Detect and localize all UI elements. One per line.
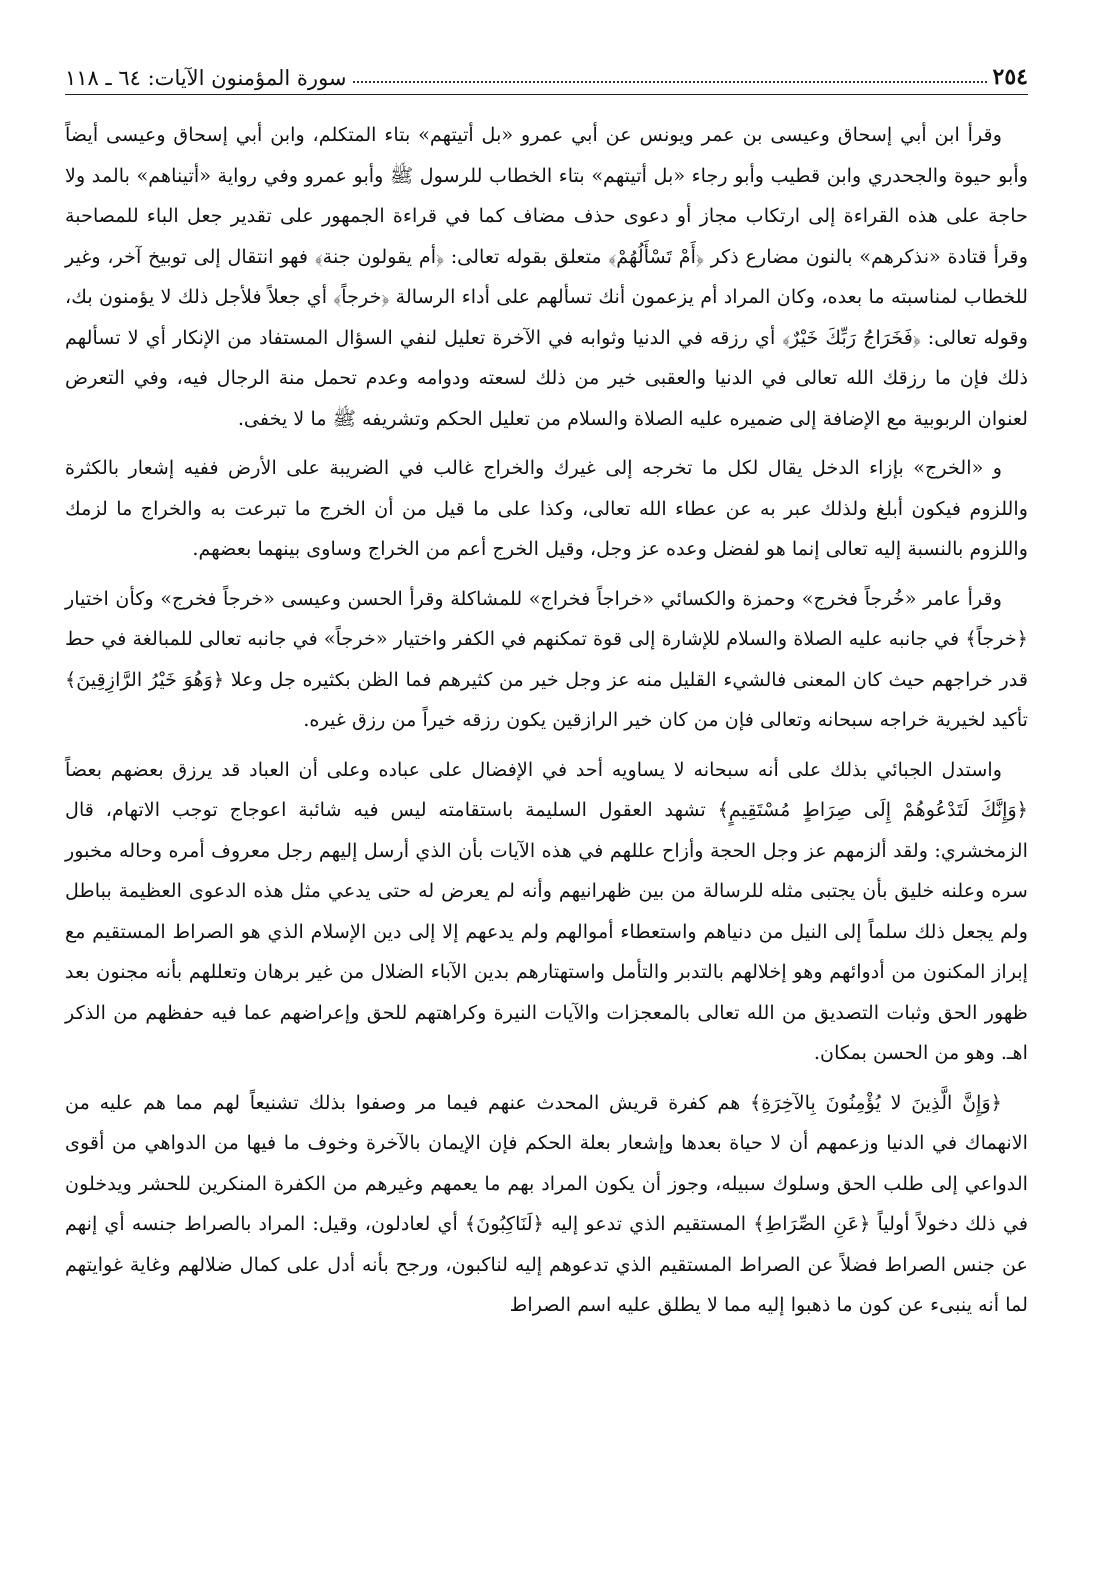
paragraph: ﴿وَإِنَّ الَّذِينَ لا يُؤْمِنُونَ بِالآخِرَةِ﴾ هم كفرة قريش المحدث عنهم فيما مر وصفوا بذلك تشنيعاً لهم مما هم عليه من الانهماك في الدنيا وزعمهم أن لا حياة بعدها وإشعار بعلة الحكم فإن الإيمان بالآخرة وخوف ما فيها من الدواهي من أقوى الدواعي إلى طلب الحق وسلوك سبيله، وجوز أن يكون المراد بهم ما يعمهم وغيرهم من الكفرة المنكرين للحشر ويدخلون في ذلك دخولاً أولياً ﴿عَنِ الصِّرَاطِ﴾ المستقيم الذي تدعو إليه ﴿لَنَاكِبُونَ﴾ أي لعادلون، وقيل: المراد بالصراط جنسه أي إنهم عن جنس الصراط فضلاً عن الصراط المستقيم الذي تدعوهم إليه لناكبون، ورجح بأنه أدل على كمال ضلالهم وغاية غوايتهم لما أنه ينبىء عن كون ما ذهبوا إليه مما لا يطلق عليه اسم الصراط [65, 1090, 1028, 1316]
page-number: ٢٥٤ [992, 64, 1028, 90]
paragraph: وقرأ عامر «خُرجاً فخرج» وحمزة والكسائي «خراجاً فخراج» للمشاكلة وقرأ الحسن وعيسى «خرجاً فخرج» وكأن اختيار ﴿خرجاً﴾ في جانبه عليه الصلاة والسلام للإشارة إلى قوة تمكنهم في الكفر واختيار «خرجاً» في جانبه تعالى للمبالغة في حط قدر خراجهم حيث كان المعنى فالشيء القليل منه عز وجل خير من كثيرهم فما الظن بكثيره جل وعلا ﴿وَهُوَ خَيْرُ الرَّازِقِينَ﴾ تأكيد لخيرية خراجه سبحانه وتعالى فإن من كان خير الرازقين يكون رزقه خيراً من رزق غيره. [65, 586, 1028, 731]
surah-title: سورة المؤمنون الآيات: ٦٤ ـ ١١٨ [65, 66, 347, 90]
dotted-leader [353, 81, 987, 83]
body-text [65, 115, 1028, 1326]
running-header [65, 56, 1028, 95]
book-page [65, 56, 1028, 1554]
paragraph: واستدل الجبائي بذلك على أنه سبحانه لا يساويه أحد في الإفضال على عباده وعلى أن العباد قد يرزق بعضهم بعضاً ﴿وَإِنَّكَ لَتَدْعُوهُمْ إِلَى صِرَاطٍ مُسْتَقِيمٍ﴾ تشهد العقول السليمة باستقامته ليس فيه شائبة اعوجاج توجب الاتهام، قال الزمخشري: ولقد ألزمهم عز وجل الحجة وأزاح عللهم في هذه الآيات بأن الذي أرسل إليهم رجل معروف أمره وحاله مخبور سره وعلنه خليق بأن يجتبى مثله للرسالة من بين ظهرانيهم وأنه لم يعرض له حتى يدعي مثل هذه الدعوى العظيمة بباطل ولم يجعل ذلك سلماً إلى النيل من دنياهم واستعطاء أموالهم ولم يدعهم إلا إلى دين الإسلام الذي هو الصراط المستقيم مع إبراز المكنون من أدوائهم وهو إخلالهم بالتدبر والتأمل واستهتارهم بدين الآباء الضلال من غير برهان وتعللهم بأنه مجنون بعد ظهور الحق وثبات التصديق من الله تعالى بالمعجزات والآيات النيرة وكراهتهم للحق وإعراضهم عما فيه حفظهم من الذكر اهـ. وهو من الحسن بمكان. [65, 757, 1028, 1064]
paragraph: و «الخرج» بإزاء الدخل يقال لكل ما تخرجه إلى غيرك والخراج غالب في الضريبة على الأرض ففيه إشعار بالكثرة واللزوم فيكون أبلغ ولذلك عبر به عن عطاء الله تعالى، وكذا على ما قيل من أن الخرج ما تبرعت به والخراج ما لزمك واللزوم بالنسبة إليه تعالى إنما هو لفضل وعده عز وجل، وقيل الخرج أعم من الخراج وساوى بينهما بعضهم. [65, 456, 1028, 560]
paragraph: وقرأ ابن أبي إسحاق وعيسى بن عمر ويونس عن أبي عمرو «بل أتيتهم» بتاء المتكلم، وابن أبي إسحاق وعيسى أيضاً وأبو حيوة والجحدري وابن قطيب وأبو رجاء «بل أتيتهم» بتاء الخطاب للرسول ﷺ وأبو عمرو وفي رواية «أتيناهم» بالمد ولا حاجة على هذه القراءة إلى ارتكاب مجاز أو دعوى حذف مضاف كما في قراءة الجمهور على تقدير جعل الباء للمصاحبة وقرأ قتادة «نذكرهم» بالنون مضارع ذكر ﴿أَمْ تَسْأَلُهُمْ﴾ متعلق بقوله تعالى: ﴿أم يقولون جنة﴾ فهو انتقال إلى توبيخ آخر، وغير للخطاب لمناسبته ما بعده، وكان المراد أم يزعمون أنك تسألهم على أداء الرسالة ﴿خرجاً﴾ أي جعلاً فلأجل ذلك لا يؤمنون بك، وقوله تعالى: ﴿فَخَرَاجُ رَبِّكَ خَيْرٌ﴾ أي رزقه في الدنيا وثوابه في الآخرة تعليل لنفي السؤال المستفاد من الإنكار أي لا تسألهم ذلك فإن ما رزقك الله تعالى في الدنيا والعقبى خير من ذلك لسعته ودوامه وعدم تحمل منة الرجال فيه، وفي التعرض لعنوان الربوبية مع الإضافة إلى ضميره عليه الصلاة والسلام من تعليل الحكم وتشريفه ﷺ ما لا يخفى. [65, 123, 1028, 430]
